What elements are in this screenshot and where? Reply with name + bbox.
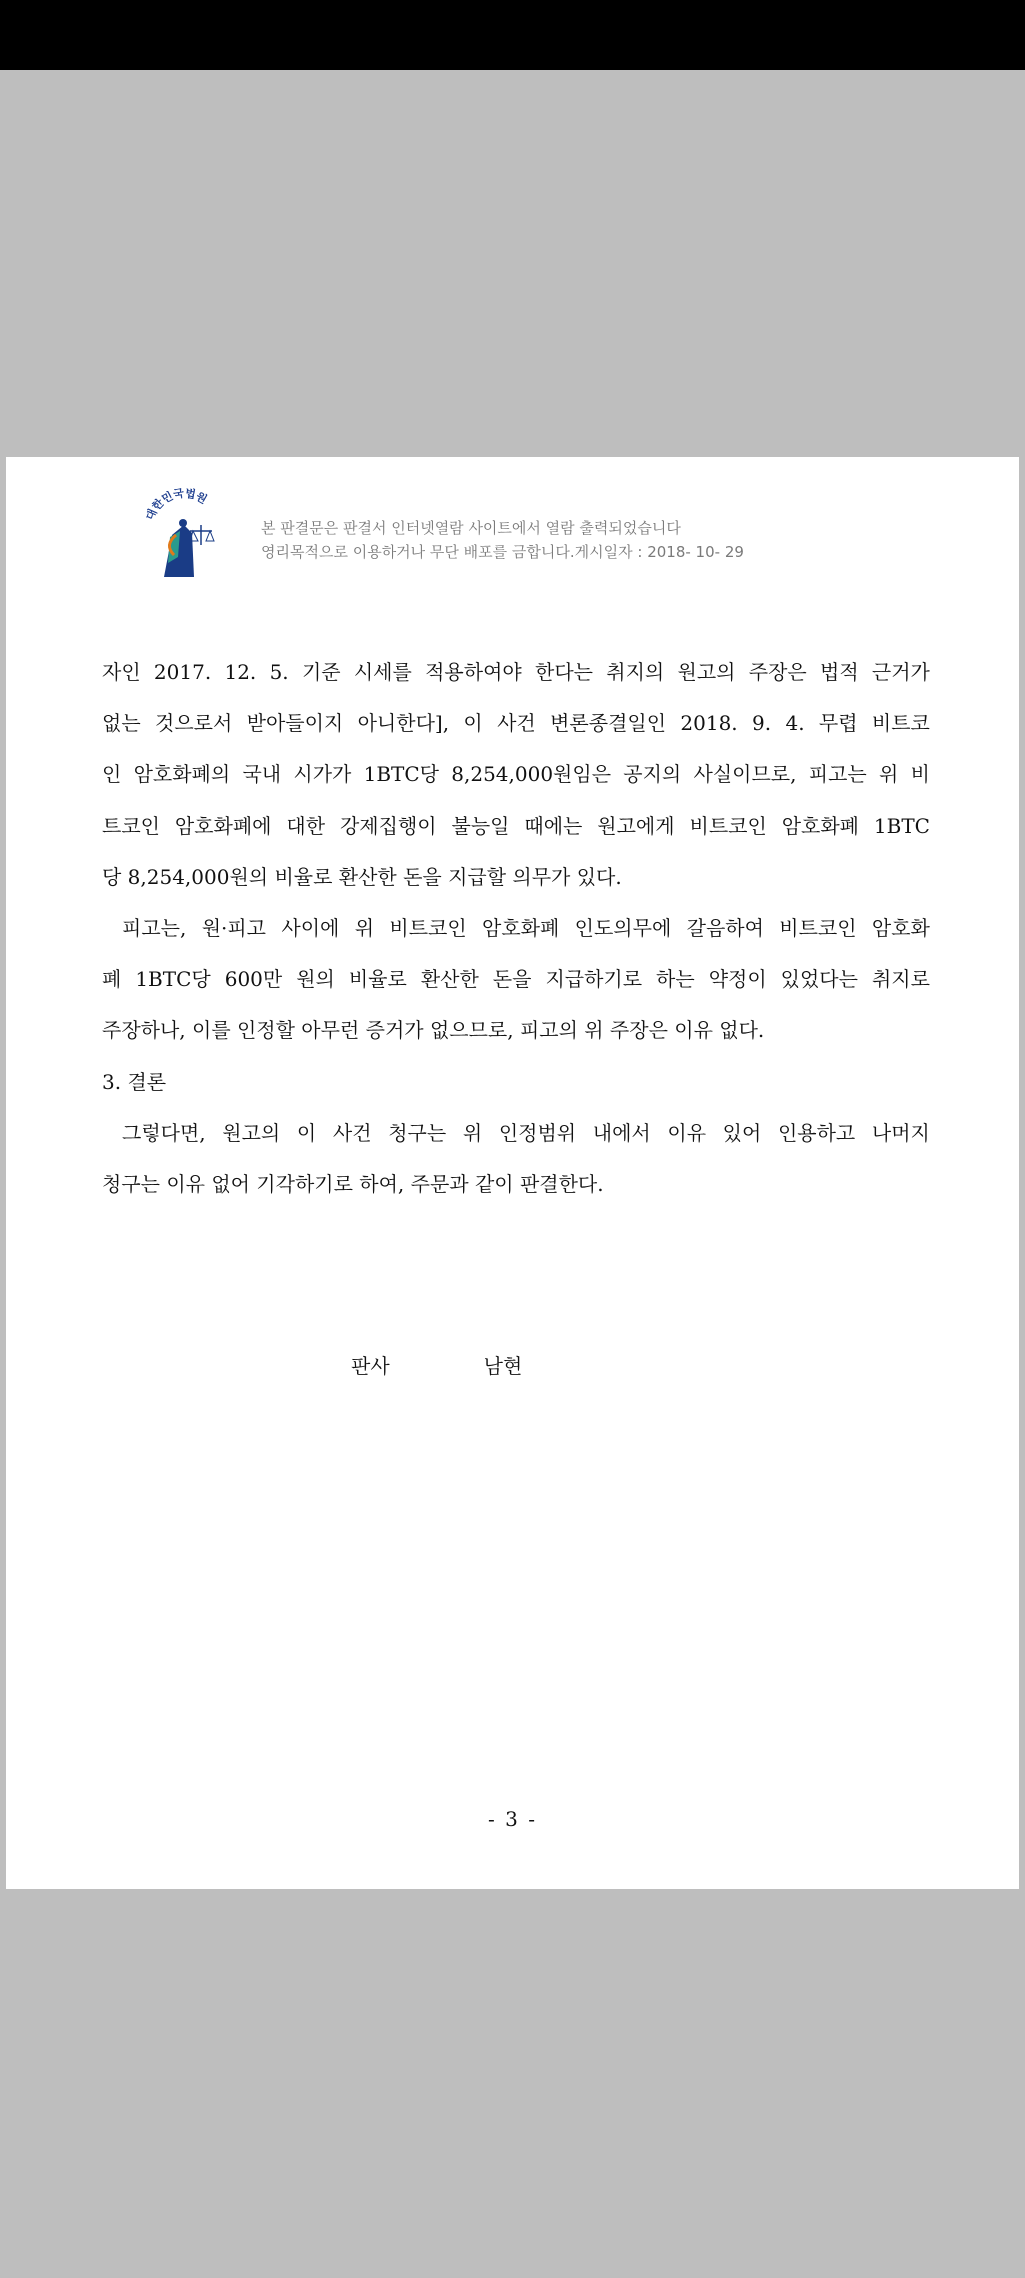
body-line: 인 암호화폐의 국내 시가가 1BTC당 8,254,000원임은 공지의 사실이므로, 피고는 위 비 <box>102 762 930 787</box>
judgment-body <box>102 647 930 1210</box>
body-line: 자인 2017. 12. 5. 기준 시세를 적용하여야 한다는 취지의 원고의 주장은 법적 근거가 <box>102 660 930 684</box>
body-line: 없는 것으로서 받아들이지 아니한다], 이 사건 변론종결일인 2018. 9. 4. 무렵 비트코 <box>102 711 930 736</box>
body-line: 주장하나, 이를 인정할 아무런 증거가 없으므로, 피고의 위 주장은 이유 없다. <box>102 1018 765 1043</box>
document-page <box>6 457 1019 1889</box>
notice-line-1: 본 판결문은 판결서 인터넷열람 사이트에서 열람 출력되었습니다 <box>261 519 681 537</box>
body-line: 피고는, 원·피고 사이에 위 비트코인 암호화폐 인도의무에 갈음하여 비트코인 암호화 <box>122 915 930 940</box>
body-line: 당 8,254,000원의 비율로 환산한 돈을 지급할 의무가 있다. <box>102 864 622 889</box>
body-line: 그렇다면, 원고의 이 사건 청구는 위 인정범위 내에서 이유 있어 인용하고 나머지 <box>122 1120 930 1145</box>
notice-line-2: 영리목적으로 이용하거나 무단 배포를 금합니다.게시일자 : 2018- 10- 29 <box>261 543 744 561</box>
page-header <box>6 457 1019 597</box>
body-line: 청구는 이유 없어 기각하기로 하여, 주문과 같이 판결한다. <box>102 1171 604 1196</box>
body-line: 폐 1BTC당 600만 원의 비율로 환산한 돈을 지급하기로 하는 약정이 있었다는 취지로 <box>102 967 930 992</box>
status-bar <box>0 0 1025 70</box>
print-notice <box>261 516 744 564</box>
judge-title: 판사 <box>351 1354 390 1378</box>
page-number: - 3 - <box>488 1807 537 1831</box>
body-line: 트코인 암호화폐에 대한 강제집행이 불능일 때에는 원고에게 비트코인 암호화폐 1BTC <box>102 813 930 838</box>
judge-name: 남현 <box>483 1354 523 1378</box>
court-emblem-logo <box>134 485 234 585</box>
section-heading: 3. 결론 <box>102 1069 167 1094</box>
judge-signature <box>351 1350 522 1379</box>
svg-text:대한민국법원: 대한민국법원 <box>143 486 210 523</box>
